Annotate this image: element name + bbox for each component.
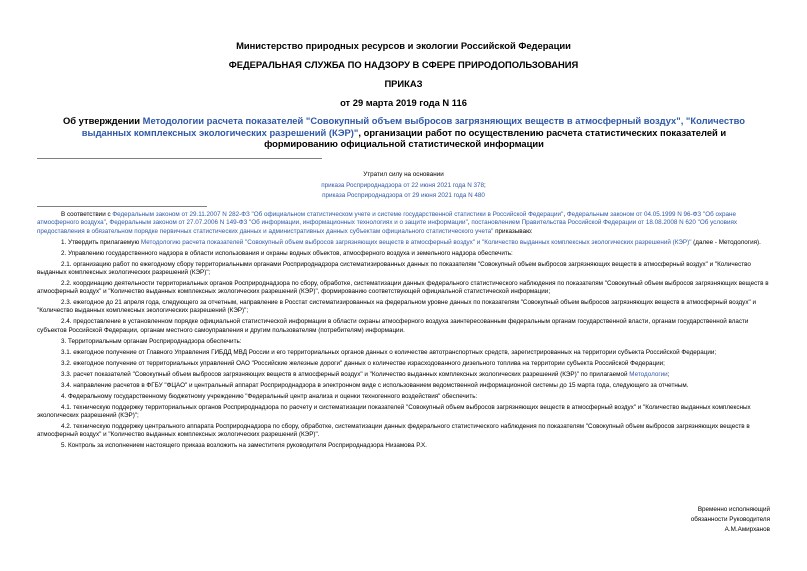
paragraph-1 — [37, 239, 770, 247]
preamble-paragraph — [37, 211, 770, 236]
lost-force-separator: ; — [484, 181, 486, 189]
signature-position-1: Временно исполняющий — [697, 506, 770, 513]
lost-force-link-480[interactable]: приказа Росприроднадзора от 29 июня 2021 года N 480 — [322, 192, 485, 199]
paragraph-4: 4. Федеральному государственному бюджетному учреждению "Федеральный центр анализа и оценки техногенного воздействия" обеспечить: — [61, 392, 478, 400]
service-name: ФЕДЕРАЛЬНАЯ СЛУЖБА ПО НАДЗОРУ В СФЕРЕ ПРИРОДОПОЛЬЗОВАНИЯ — [228, 59, 579, 70]
paragraph-4-2: 4.2. техническую поддержку центрального аппарата Росприроднадзора по сбору, обработке, систематизации данных федерального статистического наблюдения по показателям "Совокупный объем выбросов загрязняющих веществ в атмосферный воздух" и "Количество выданных комплексных экологических разрешений (КЭР)". — [37, 422, 750, 439]
document-type: ПРИКАЗ — [384, 78, 423, 89]
preamble-text-1: В соответствии с — [61, 211, 113, 218]
paragraph-3-3 — [37, 371, 770, 379]
lost-force-text: Утратил силу на основании — [363, 171, 444, 178]
methodology-short-link[interactable]: Методологии — [629, 370, 668, 378]
paragraph-3-3-text-1: 3.3. расчет показателей "Совокупный объем выбросов загрязняющих веществ в атмосферный воздух" и "Количество выданных комплексных экологических разрешений (КЭР)" по прилагаемой — [61, 370, 630, 378]
paragraph-3-3-text-2: ; — [667, 370, 670, 378]
paragraph-3-4: 3.4. направление расчетов в ФГБУ "ФЦАО" и центральный аппарат Росприроднадзора в электронном виде с использованием ведомственной информационной системы до 15 марта года, следующего за отчетным. — [61, 381, 689, 389]
document-date: от 29 марта 2019 года N 116 — [340, 97, 467, 108]
title-suffix: , организации работ по осуществлению расчета статистических показателей и формированию официальной статистической информации — [264, 126, 727, 149]
lost-force-link-378[interactable]: приказа Росприроднадзора от 22 июня 2021 года N 378 — [321, 181, 485, 189]
paragraph-2-3: 2.3. ежегодное до 21 апреля года, следующего за отчетным, направление в Росстат систематизированных на федеральном уровне данных по показателям "Совокупный объем выбросов загрязняющих веществ в атмосферный воздух" и "Количество выданных комплексных экологических разрешений (КЭР)"; — [37, 299, 756, 315]
lost-force-notice — [0, 170, 807, 202]
paragraph-2-2: 2.2. координацию деятельности территориальных органов Росприроднадзора по сбору, обработке, систематизации данных федерального статистического наблюдения по показателям "Совокупный объем выбросов загрязняющих веществ в атмосферный воздух" и "Количество выданных комплексных экологических разрешений (КЭР)", формированию соответствующей официальной статистической информации; — [37, 279, 769, 296]
title-divider — [37, 158, 322, 159]
paragraph-2-4: 2.4. предоставление в установленном порядке официальной статистической информации в области охраны атмосферного воздуха заинтересованным федеральным органам государственной власти, органам государственной власти субъектов Российской Федерации, органам местного самоуправления и другим пользователям (потребителям) информации. — [37, 318, 749, 334]
paragraph-4-1: 4.1. техническую поддержку территориальных органов Росприроднадзора по расчету и систематизации показателей "Совокупный объем выбросов загрязняющих веществ в атмосферный воздух" и "Количество выданных комплексных экологических разрешений (КЭР)"; — [37, 403, 751, 419]
notice-divider — [37, 206, 207, 207]
title-prefix: Об утверждении — [62, 115, 143, 126]
signature-block — [691, 505, 770, 535]
resolution-620-link[interactable]: постановлением Правительства Российской Федерации от 18.08.2008 N 620 "Об условиях предоставления в обязательном порядке первичных статистических данных и административных данных субъектам официального статистического учета" — [37, 219, 738, 235]
paragraph-1-text-2: (далее - Методология). — [691, 238, 761, 246]
preamble-text-4: , — [467, 219, 472, 227]
signature-name: А.М.Амирханов — [724, 526, 770, 533]
law-96-fz-link[interactable]: Федеральным законом от 04.05.1999 N 96-ФЗ "Об охране атмосферного воздуха" — [37, 211, 737, 227]
paragraph-1-text-1: 1. Утвердить прилагаемую — [61, 238, 141, 246]
methodology-link[interactable]: Методологию расчета показателей "Совокупный объем выбросов загрязняющих веществ в атмосферный воздух" и "Количество выданных комплексных экологических разрешений (КЭР)" — [140, 238, 692, 246]
law-282-fz-link[interactable]: Федеральным законом от 29.11.2007 N 282-ФЗ "Об официальном статистическом учете и системе государственной статистики в Российской Федерации" — [112, 211, 564, 218]
ministry-name: Министерство природных ресурсов и экологии Российской Федерации — [236, 40, 571, 51]
document-title — [58, 115, 750, 150]
paragraph-2-1: 2.1. организацию работ по ежегодному сбору территориальными органами Росприроднадзора систематизированных данных по показателям "Совокупный объем выбросов загрязняющих веществ в атмосферный воздух" и "Количество выданных комплексных экологических разрешений (КЭР)"; — [37, 260, 751, 276]
paragraph-5: 5. Контроль за исполнением настоящего приказа возложить на заместителя руководителя Росприроднадзора Низамова Р.Х. — [61, 442, 427, 450]
methodology-title-link[interactable]: Методологии расчета показателей "Совокупный объем выбросов загрязняющих веществ в атмосферный воздух", "Количество выданных комплексных экологических разрешений (КЭР)" — [81, 115, 746, 138]
paragraph-3: 3. Территориальным органам Росприроднадзора обеспечить: — [61, 337, 242, 345]
signature-position-2: обязанности Руководителя — [690, 516, 770, 523]
preamble-text-2: , — [563, 211, 567, 218]
paragraph-3-2: 3.2. ежегодное получение от территориальных управлений ОАО "Российские железные дороги" данных о количестве израсходованного дизельного топлива на территории субъекта Российской Федерации; — [61, 359, 665, 367]
paragraph-2: 2. Управлению государственного надзора в области использования и охраны водных объектов, атмосферного воздуха и земельного надзора обеспечить: — [61, 249, 513, 257]
paragraph-3-1: 3.1. ежегодное получение от Главного Управления ГИБДД МВД России и его территориальных органов данных о количестве автотранспортных средств, зарегистрированных на территории субъекта Российской Федерации; — [61, 348, 717, 356]
preamble-text-3: , — [105, 219, 110, 227]
document-body — [37, 211, 770, 453]
preamble-text-5: приказываю: — [493, 227, 533, 235]
law-149-fz-link[interactable]: Федеральным законом от 27.07.2006 N 149-ФЗ "Об информации, информационных технологиях и о защите информации" — [109, 219, 468, 227]
